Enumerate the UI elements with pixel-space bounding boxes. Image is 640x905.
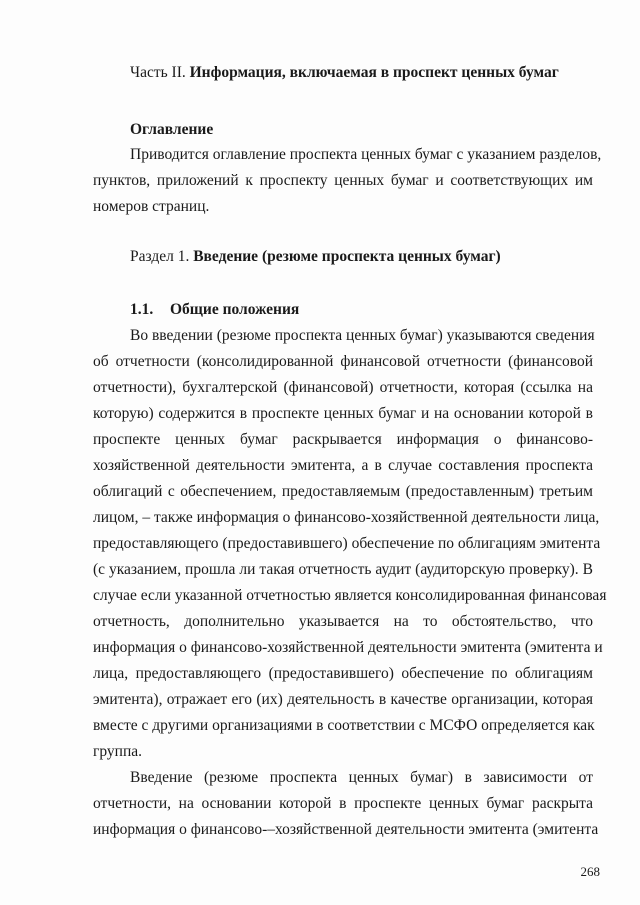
part-heading [130, 64, 630, 82]
p1-line-15: эмитента), отражает его (их) деятельность в качестве организации, которая [93, 691, 593, 708]
section-heading-title: Введение (резюме проспекта ценных бумаг) [193, 248, 501, 265]
p1-line-11: случае если указанной отчетностью является консолидированная финансовая [93, 587, 607, 604]
subsection-number: 1.1. [130, 301, 154, 318]
part-heading-prefix: Часть II. [130, 64, 190, 81]
p1-line-7: облигаций с обеспечением, предоставляемым (предоставленным) третьим [93, 483, 593, 500]
p1-line-14: лица, предоставляющего (предоставившего) обеспечение по облигациям [93, 665, 593, 682]
subsection-title: Общие положения [170, 301, 300, 318]
p1-line-13: информация о финансово-хозяйственной деятельности эмитента (эмитента и [93, 639, 603, 656]
p2-line-2: отчетности, на основании которой в проспекте ценных бумаг раскрыта [93, 795, 593, 812]
p1-line-5: проспекте ценных бумаг раскрывается информация о финансово- [93, 431, 593, 448]
p1-line-12: отчетность, дополнительно указывается на то обстоятельство, что [93, 613, 593, 630]
p2-line-1: Введение (резюме проспекта ценных бумаг) в зависимости от [130, 769, 593, 786]
toc-line-2: пунктов, приложений к проспекту ценных бумаг и соответствующих им [93, 172, 593, 189]
p1-line-10: (с указанием, прошла ли такая отчетность аудит (аудиторскую проверку). В [93, 561, 593, 578]
p2-line-3: информация о финансово-–хозяйственной деятельности эмитента (эмитента [93, 821, 599, 838]
toc-title-text: Оглавление [130, 121, 214, 138]
part-heading-title: Информация, включаемая в проспект ценных бумаг [189, 64, 559, 81]
section-heading-prefix: Раздел 1. [130, 248, 194, 265]
toc-line-1: Приводится оглавление проспекта ценных бумаг с указанием разделов, [130, 146, 602, 163]
section-heading [130, 248, 630, 266]
p1-line-4: которую) содержится в проспекте ценных бумаг и на основании которой в [93, 405, 593, 422]
p1-line-17: группа. [93, 743, 142, 760]
p1-line-1: Во введении (резюме проспекта ценных бумаг) указываются сведения [130, 327, 595, 344]
p1-line-16: вместе с другими организациями в соответствии с МСФО определяется как [93, 717, 595, 734]
p1-line-2: об отчетности (консолидированной финансовой отчетности (финансовой [93, 353, 593, 370]
p1-line-6: хозяйственной деятельности эмитента, а в случае составления проспекта [93, 457, 593, 474]
p1-line-9: предоставляющего (предоставившего) обеспечение по облигациям эмитента [93, 535, 601, 552]
toc-title [130, 121, 630, 139]
toc-line-3: номеров страниц. [93, 198, 210, 215]
p1-line-3: отчетности), бухгалтерской (финансовой) отчетности, которая (ссылка на [93, 379, 593, 396]
p1-line-8: лицом, – также информация о финансово-хозяйственной деятельности лица, [93, 509, 600, 526]
page-number: 268 [580, 864, 600, 879]
